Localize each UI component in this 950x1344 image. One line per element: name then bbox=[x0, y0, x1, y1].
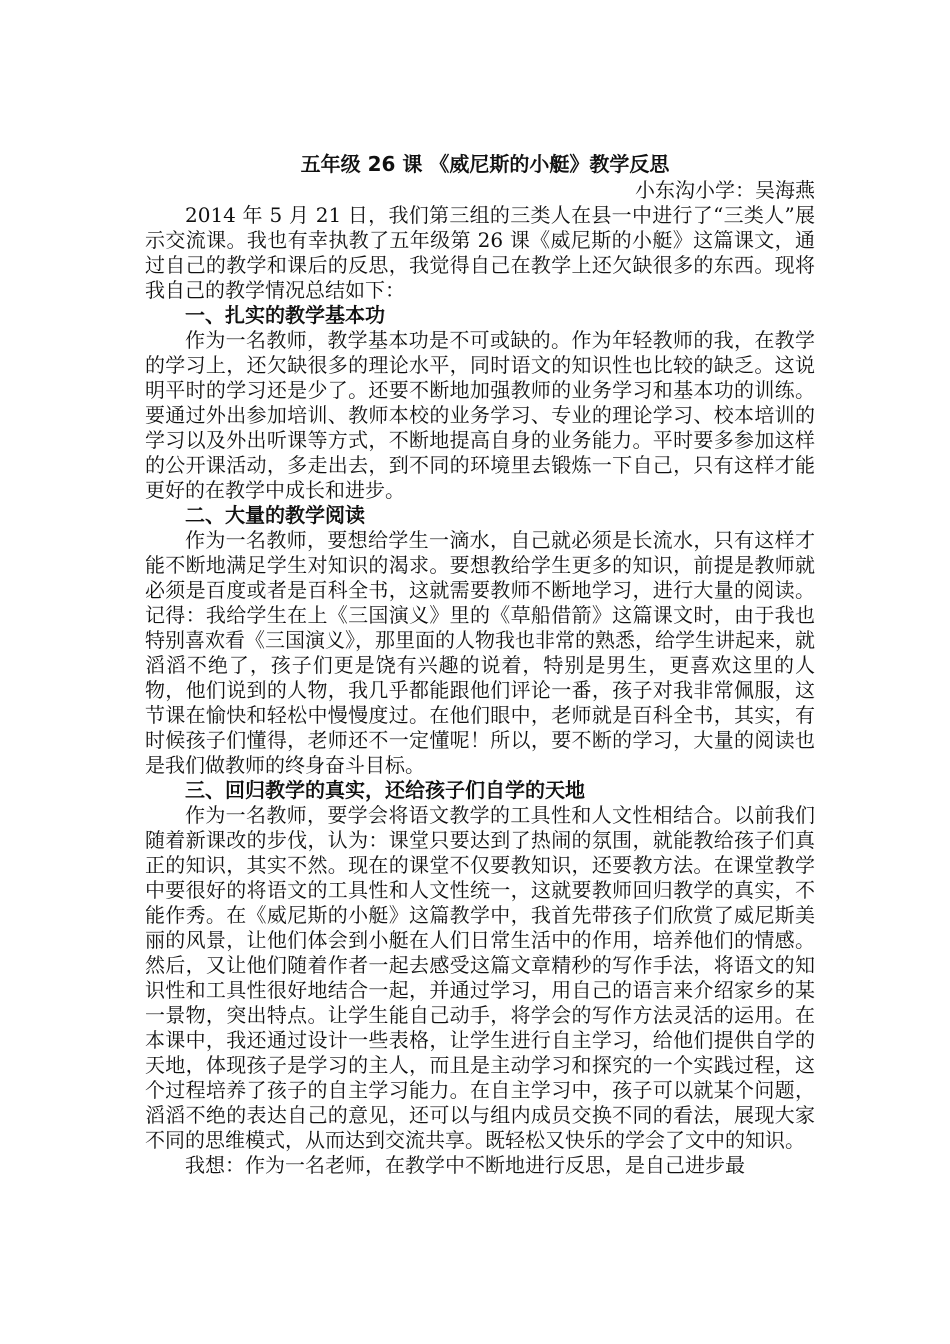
section-body-2: 作为一名教师，要想给学生一滴水，自己就必须是长流水，只有这样才能不断地满足学生对知识的渴求。要想教给学生更多的知识，前提是教师就必须是百度或者是百科全书，这就需要教师不断地学习，进行大量的阅读。记得：我给学生在上《三国演义》里的《草船借箭》这篇课文时，由于我也特别喜欢看《三国演义》，那里面的人物我也非常的熟悉，给学生讲起来，就滔滔不绝了，孩子们更是饶有兴趣的说着，特别是男生，更喜欢这里的人物，他们说到的人物，我几乎都能跟他们评论一番，孩子对我非常佩服，这节课在愉快和轻松中慢慢度过。在他们眼中，老师就是百科全书，其实，有时候孩子们懂得，老师还不一定懂呢！所以，要不断的学习，大量的阅读也是我们做教师的终身奋斗目标。 bbox=[145, 528, 815, 777]
document-title: 五年级 26 课 《威尼斯的小艇》教学反思 bbox=[300, 152, 670, 176]
section-body-1: 作为一名教师，教学基本功是不可或缺的。作为年轻教师的我，在教学的学习上，还欠缺很多的理论水平，同时语文的知识性也比较的缺乏。这说明平时的学习还是少了。还要不断地加强教师的业务学习和基本功的训练。要通过外出参加培训、教师本校的业务学习、专业的理论学习、校本培训的学习以及外出听课等方式，不断地提高自身的业务能力。平时要多参加这样的公开课活动，多走出去，到不同的环境里去锻炼一下自己，只有这样才能更好的在教学中成长和进步。 bbox=[145, 328, 815, 502]
intro-paragraph: 2014 年 5 月 21 日，我们第三组的三类人在县一中进行了“三类人”展示交流课。我也有幸执教了五年级第 26 课《威尼斯的小艇》这篇课文，通过自己的教学和课后的反思，我觉得自己在教学上还欠缺很多的东西。现将我自己的教学情况总结如下： bbox=[145, 203, 815, 302]
closing-paragraph: 我想：作为一名老师，在教学中不断地进行反思，是自己进步最 bbox=[185, 1153, 745, 1177]
section-body-3: 作为一名教师，要学会将语文教学的工具性和人文性相结合。以前我们随着新课改的步伐，认为：课堂只要达到了热闹的氛围，就能教给孩子们真正的知识，其实不然。现在的课堂不仅要教知识，还要教方法。在课堂教学中要很好的将语文的工具性和人文性统一，这就要教师回归教学的真实，不能作秀。在《威尼斯的小艇》这篇教学中，我首先带孩子们欣赏了威尼斯美丽的风景，让他们体会到小艇在人们日常生活中的作用，培养他们的情感。然后，又让他们随着作者一起去感受这篇文章精秒的写作手法，将语文的知识性和工具性很好地结合一起，并通过学习，用自己的语言来介绍家乡的某一景物，突出特点。让学生能自己动手，将学会的写作方法灵活的运用。在本课中，我还通过设计一些表格，让学生进行自主学习，给他们提供自学的天地，体现孩子是学习的主人，而且是主动学习和探究的一个实践过程，这个过程培养了孩子的自主学习能力。在自主学习中，孩子可以就某个问题，滔滔不绝的表达自己的意见，还可以与组内成员交换不同的看法，展现大家不同的思维模式，从而达到交流共享。既轻松又快乐的学会了文中的知识。 bbox=[145, 803, 815, 1152]
author-line: 小东沟小学：吴海燕 bbox=[635, 178, 815, 202]
section-heading-3: 三、回归教学的真实，还给孩子们自学的天地 bbox=[185, 778, 585, 802]
document-page bbox=[145, 150, 815, 1178]
section-heading-1: 一、扎实的教学基本功 bbox=[185, 303, 385, 327]
section-heading-2: 二、大量的教学阅读 bbox=[185, 503, 365, 527]
